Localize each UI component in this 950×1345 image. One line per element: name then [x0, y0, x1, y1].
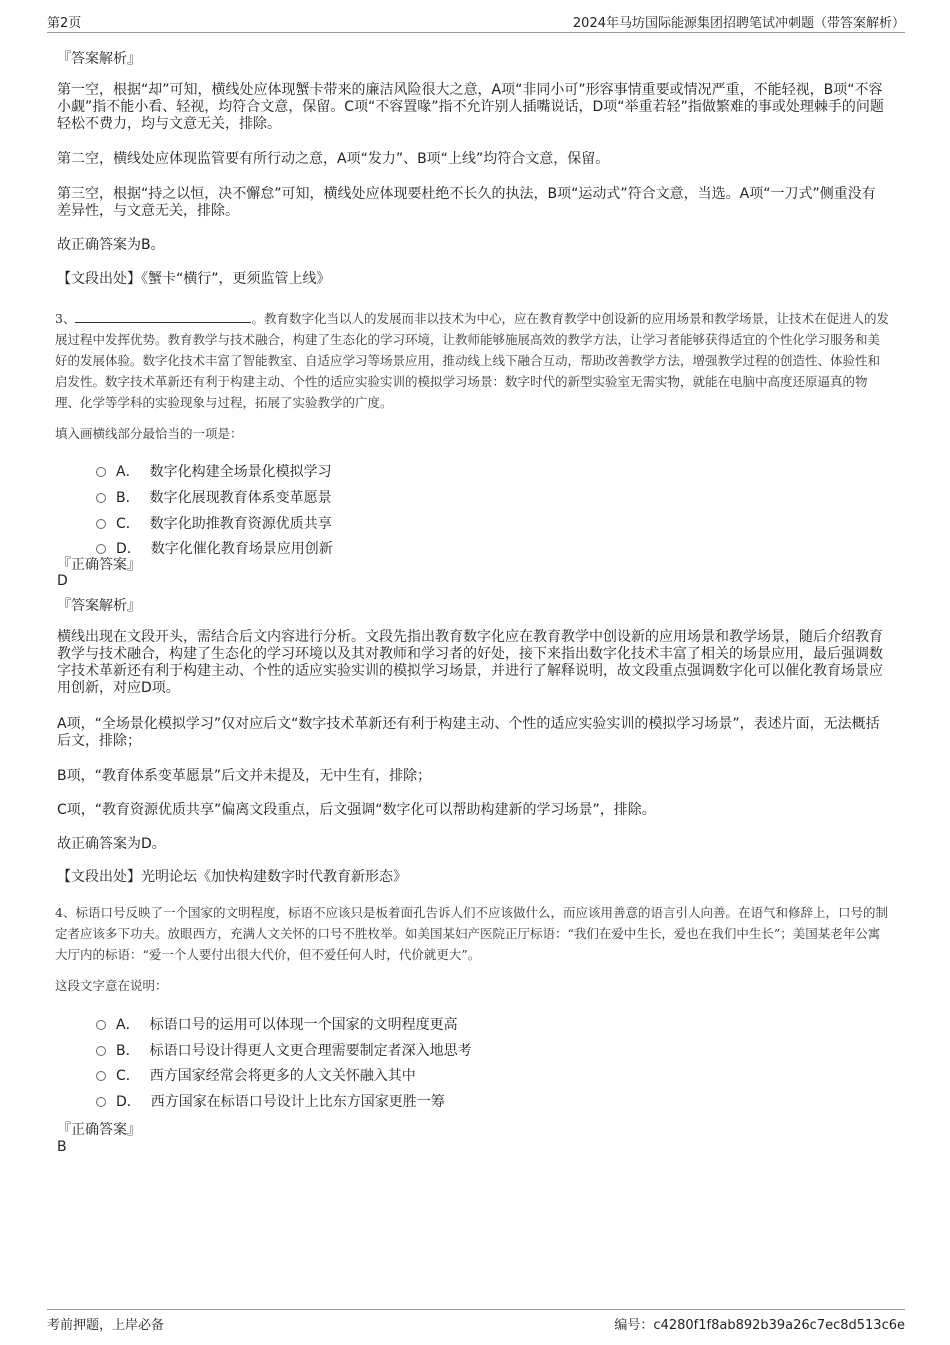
option-d[interactable]: D． 数字化催化教育场景应用创新: [96, 538, 333, 558]
radio-icon[interactable]: [96, 1097, 106, 1107]
analysis-paragraph: 横线出现在文段开头，需结合后文内容进行分析。文段先指出教育数字化应在教育教学中创设新的应用场景和教学场景，随后介绍教育教学与技术融合，构建了生态化的学习环境以及其对教师和学习者的好处，接下来指出数字化技术丰富了相关的场景应用，最后强调数字技术革新还有利于构建主动、个性的适应实验实训的模拟学习场景，并进行了解释说明，故文段重点强调数字化可以催化教育场景应用创新，对应D项。: [57, 629, 883, 696]
option-text: 西方国家在标语口号设计上比东方国家更胜一筹: [150, 1094, 445, 1110]
document-id: 编号：c4280f1f8ab892b39a26c7ec8d513c6e: [614, 1318, 905, 1333]
analysis-paragraph: 第三空，根据“持之以恒，决不懈怠”可知，横线处应体现要杜绝不长久的执法，B项“运动式”符合文意，当选。A项“一刀式”侧重没有差异性，与文意无关，排除。: [57, 186, 876, 219]
analysis-paragraph: B项，“教育体系变革愿景”后文并未提及，无中生有，排除；: [57, 768, 432, 784]
page-number: 第2页: [47, 16, 82, 31]
option-text: 西方国家经常会将更多的人文关怀融入其中: [149, 1068, 416, 1084]
analysis-conclusion: 故正确答案为B。: [57, 237, 165, 253]
option-b[interactable]: B． 标语口号设计得更人文更合理需要制定者深入地思考: [96, 1040, 472, 1060]
correct-answer: B: [57, 1139, 67, 1155]
question-prompt: 这段文字意在说明：: [55, 978, 168, 993]
document-title: 2024年马坊国际能源集团招聘笔试冲刺题（带答案解析）: [572, 16, 905, 31]
source-citation: 【文段出处】《蟹卡“横行”，更须监管上线》: [57, 271, 331, 287]
page-footer: [47, 1309, 905, 1335]
radio-icon[interactable]: [96, 1020, 106, 1030]
option-c[interactable]: C． 数字化助推教育资源优质共享: [96, 513, 332, 533]
option-text: 数字化助推教育资源优质共享: [149, 516, 332, 532]
option-text: 标语口号设计得更人文更合理需要制定者深入地思考: [149, 1043, 472, 1059]
correct-answer-heading: 『正确答案』: [57, 1122, 141, 1138]
question-prompt: 填入画横线部分最恰当的一项是：: [55, 426, 243, 441]
correct-answer: D: [57, 573, 68, 589]
analysis-paragraph: 第二空，横线处应体现监管要有所行动之意，A项“发力”、B项“上线”均符合文意，保留。: [57, 151, 610, 167]
option-text: 数字化展现教育体系变革愿景: [149, 490, 332, 506]
page-header: [47, 12, 905, 33]
analysis-paragraph: 第一空，根据“却”可知，横线处应体现蟹卡带来的廉洁风险很大之意，A项“非同小可”形容事情重要或情况严重，不能轻视，B项“不容小觑”指不能小看、轻视，均符合文意，保留。C项“不容置喙”指不允许别人插嘴说话，D项“举重若轻”指做繁难的事或处理棘手的问题轻松不费力，均与文意无关，排除。: [57, 82, 884, 132]
option-b[interactable]: B． 数字化展现教育体系变革愿景: [96, 487, 332, 507]
radio-icon[interactable]: [96, 1071, 106, 1081]
analysis-heading: 『答案解析』: [57, 598, 141, 614]
correct-answer-heading: 『正确答案』: [57, 557, 141, 573]
analysis-paragraph: C项，“教育资源优质共享”偏离文段重点，后文强调“数字化可以帮助构建新的学习场景”，排除。: [57, 802, 656, 818]
question-text: 。教育数字化当以人的发展而非以技术为中心，应在教育教学中创设新的应用场景和教学场景，让技术在促进人的发展过程中发挥优势。教育教学与技术融合，构建了生态化的学习环境，让教师能够施展高效的教学方法，让学习者能够获得适宜的个性化学习服务和美好的发展体验。数字化技术丰富了智能教室、自适应学习等场景应用，推动线上线下融合互动，帮助改善教学方法，增强教学过程的创造性、体验性和启发性。数字技术革新还有利于构建主动、个性的适应实验实训的模拟学习场景：数字时代的新型实验室无需实物，就能在电脑中高度还原逼真的物理、化学等学科的实验现象与过程，拓展了实验教学的广度。: [55, 311, 889, 410]
radio-icon[interactable]: [96, 1046, 106, 1056]
analysis-conclusion: 故正确答案为D。: [57, 836, 166, 852]
radio-icon[interactable]: [96, 467, 106, 477]
radio-icon[interactable]: [96, 519, 106, 529]
question-4-stem: 4、标语口号反映了一个国家的文明程度，标语不应该只是板着面孔告诉人们不应该做什么，而应该用善意的语言引人向善。在语气和修辞上，口号的制定者应该多下功夫。放眼西方，充满人文关怀的口号不胜枚举。如美国某妇产医院正厅标语：“我们在爱中生长，爱也在我们中生长”；美国某老年公寓大厅内的标语：“爱一个人要付出很大代价，但不爱任何人时，代价就更大”。: [55, 905, 888, 962]
option-text: 标语口号的运用可以体现一个国家的文明程度更高: [149, 1017, 458, 1033]
question-3-stem: [55, 308, 892, 413]
footer-slogan: 考前押题，上岸必备: [47, 1318, 165, 1333]
question-number: 3、: [55, 311, 76, 326]
option-a[interactable]: A． 标语口号的运用可以体现一个国家的文明程度更高: [96, 1014, 458, 1034]
option-a[interactable]: A． 数字化构建全场景化模拟学习: [96, 461, 332, 481]
option-text: 数字化构建全场景化模拟学习: [149, 464, 332, 480]
analysis-paragraph: A项，“全场景化模拟学习”仅对应后文“数字技术革新还有利于构建主动、个性的适应实验实训的模拟学习场景”，表述片面，无法概括后文，排除；: [57, 716, 880, 749]
fill-blank: [75, 310, 251, 323]
analysis-heading: 『答案解析』: [57, 51, 141, 67]
radio-icon[interactable]: [96, 493, 106, 503]
radio-icon[interactable]: [96, 544, 106, 554]
option-text: 数字化催化教育场景应用创新: [150, 541, 333, 557]
source-citation: 【文段出处】光明论坛《加快构建数字时代教育新形态》: [57, 869, 407, 885]
option-c[interactable]: C． 西方国家经常会将更多的人文关怀融入其中: [96, 1065, 416, 1085]
option-d[interactable]: D． 西方国家在标语口号设计上比东方国家更胜一筹: [96, 1091, 445, 1111]
